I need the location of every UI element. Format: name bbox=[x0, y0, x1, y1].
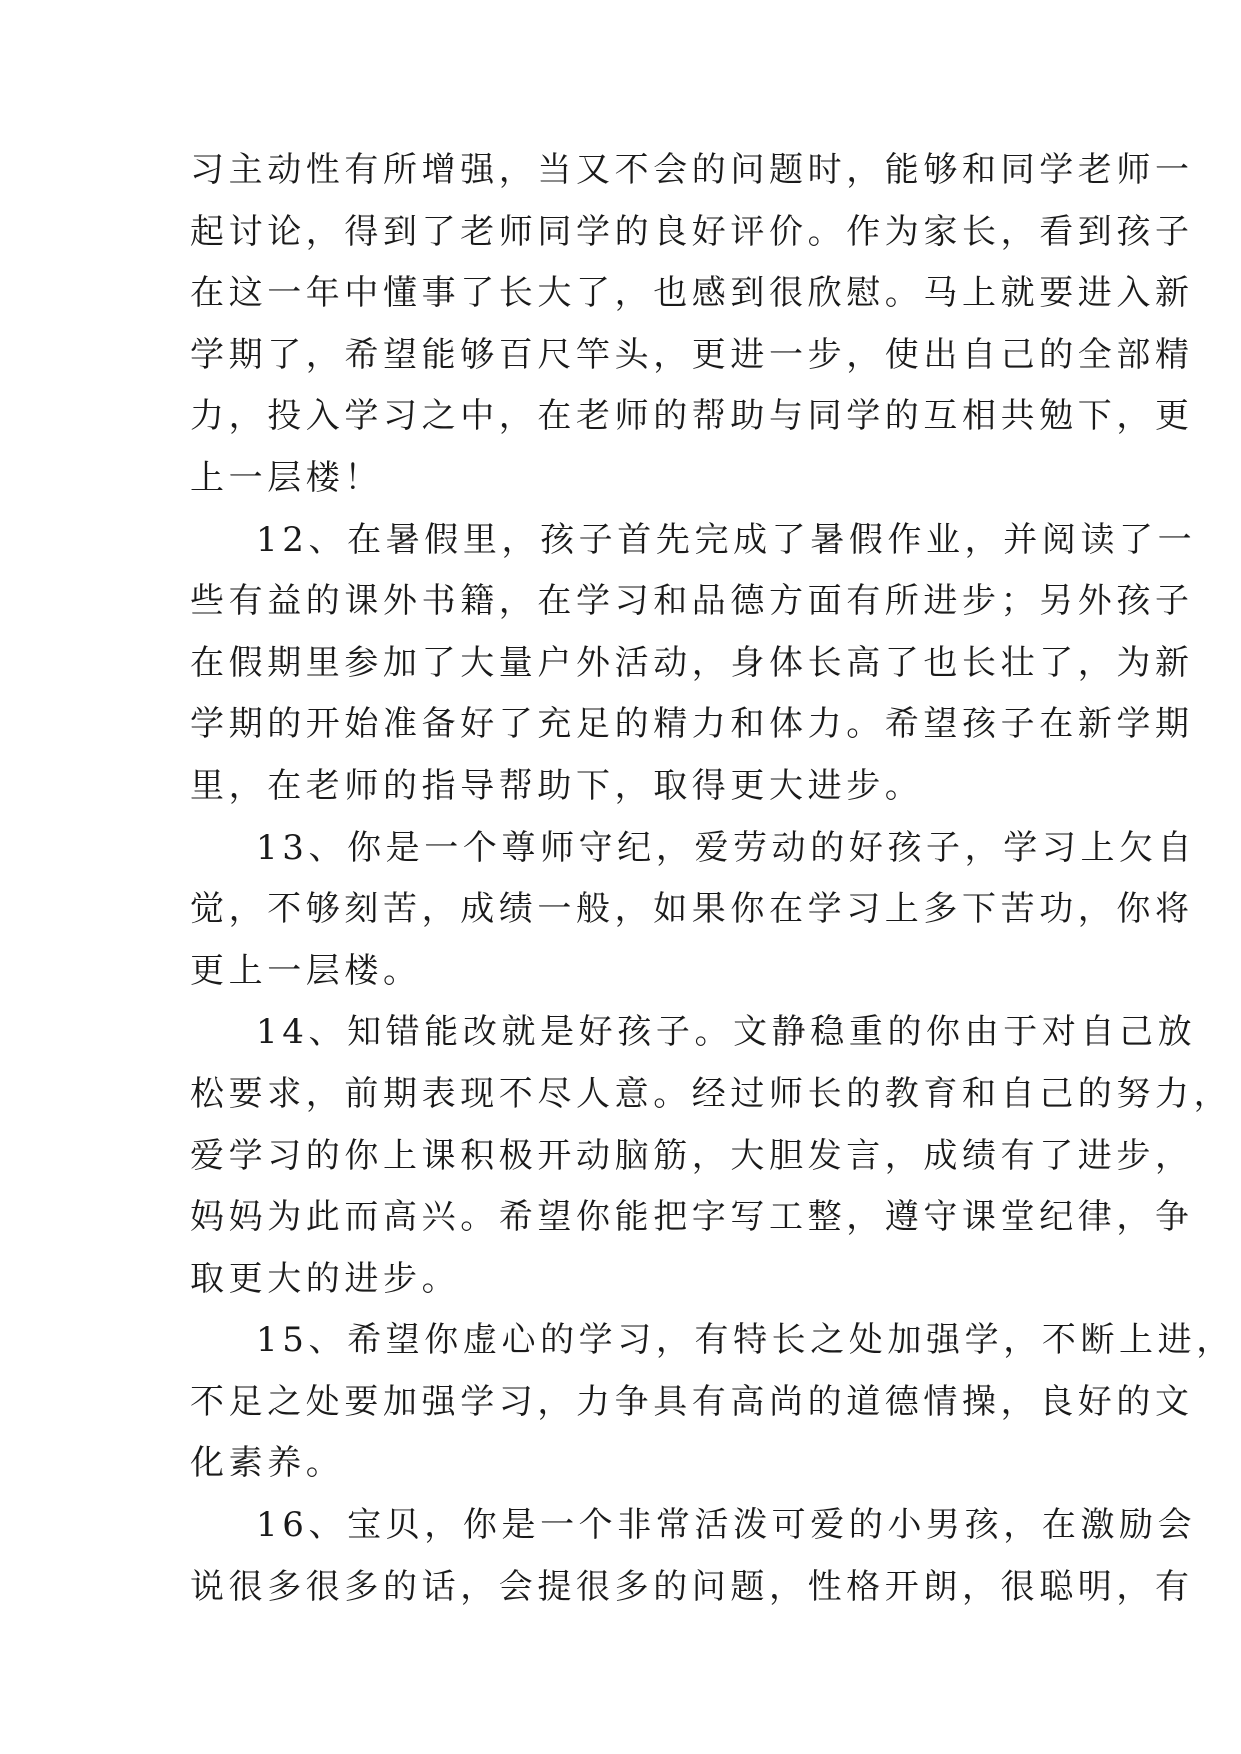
text-line: 说很多很多的话，会提很多的问题，性格开朗，很聪明，有 bbox=[190, 1566, 1194, 1607]
text-line: 学期的开始准备好了充足的精力和体力。希望孩子在新学期 bbox=[190, 704, 1194, 745]
text-line: 上一层楼！ bbox=[190, 457, 383, 498]
text-line: 取更大的进步。 bbox=[190, 1258, 461, 1299]
text-line: 觉，不够刻苦，成绩一般，如果你在学习上多下苦功，你将 bbox=[190, 889, 1194, 930]
text-line: 习主动性有所增强，当又不会的问题时，能够和同学老师一 bbox=[190, 150, 1194, 190]
paragraph-start-line: 16、宝贝，你是一个非常活泼可爱的小男孩，在激励会 bbox=[256, 1505, 1197, 1546]
paragraph-start-line: 12、在暑假里，孩子首先完成了暑假作业，并阅读了一 bbox=[256, 519, 1197, 560]
text-line: 妈妈为此而高兴。希望你能把字写工整，遵守课堂纪律，争 bbox=[190, 1197, 1194, 1238]
text-line: 不足之处要加强学习，力争具有高尚的道德情操，良好的文 bbox=[190, 1381, 1194, 1422]
body-text bbox=[190, 140, 1235, 1618]
paragraph-start-line: 15、希望你虚心的学习，有特长之处加强学，不断上进， bbox=[256, 1320, 1235, 1361]
text-line: 些有益的课外书籍，在学习和品德方面有所进步；另外孩子 bbox=[190, 581, 1194, 622]
text-line: 更上一层楼。 bbox=[190, 950, 422, 991]
text-line: 里，在老师的指导帮助下，取得更大进步。 bbox=[190, 765, 924, 806]
text-line: 学期了，希望能够百尺竿头，更进一步，使出自己的全部精 bbox=[190, 334, 1194, 375]
text-line: 在假期里参加了大量户外活动，身体长高了也长壮了，为新 bbox=[190, 642, 1194, 683]
text-line: 力，投入学习之中，在老师的帮助与同学的互相共勉下，更 bbox=[190, 396, 1194, 437]
text-line: 起讨论，得到了老师同学的良好评价。作为家长，看到孩子 bbox=[190, 211, 1194, 252]
text-line: 松要求，前期表现不尽人意。经过师长的教育和自己的努力， bbox=[190, 1073, 1233, 1114]
text-line: 爱学习的你上课积极开动脑筋，大胆发言，成绩有了进步， bbox=[190, 1135, 1194, 1176]
paragraph-start-line: 13、你是一个尊师守纪，爱劳动的好孩子，学习上欠自 bbox=[256, 827, 1197, 868]
text-line: 在这一年中懂事了长大了，也感到很欣慰。马上就要进入新 bbox=[190, 273, 1194, 314]
text-line: 化素养。 bbox=[190, 1443, 345, 1484]
paragraph-start-line: 14、知错能改就是好孩子。文静稳重的你由于对自己放 bbox=[256, 1012, 1197, 1053]
